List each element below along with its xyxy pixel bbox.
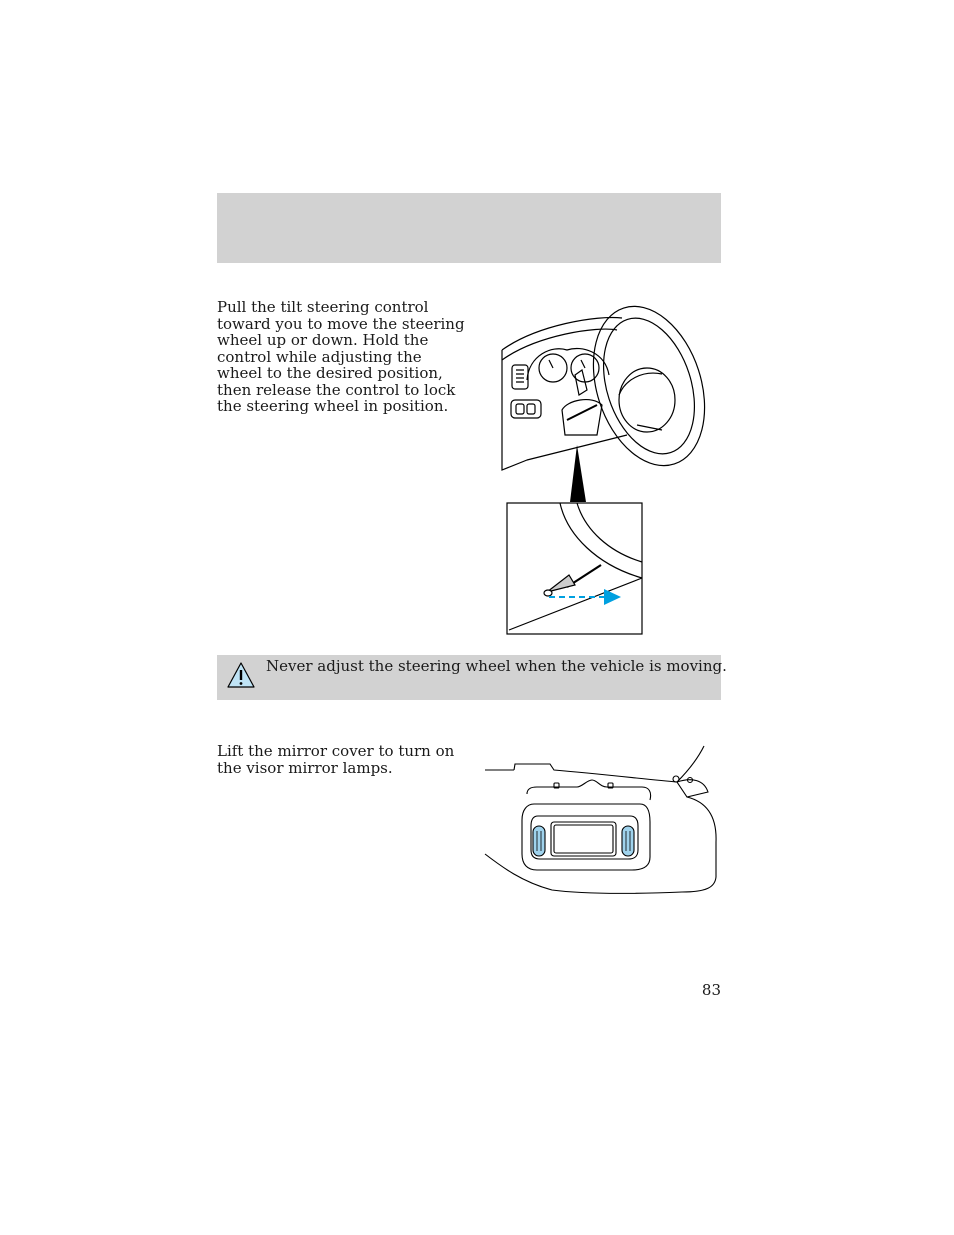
steering-wheel-hub [619, 368, 675, 432]
page-number: 83 [701, 981, 721, 999]
visor-mirror-illustration [482, 742, 722, 898]
mirror-lamp-right [622, 826, 634, 856]
steering-wheel-outer [574, 300, 712, 480]
tilt-lever [567, 405, 597, 420]
callout-pointer [570, 445, 586, 502]
warning-text: Never adjust the steering wheel when the vehicle is moving. [266, 657, 727, 675]
detail-box [507, 503, 642, 634]
section-header-band [217, 193, 721, 263]
mirror-cover-edge [527, 780, 651, 800]
warning-triangle-icon [226, 661, 256, 689]
visor-body [485, 797, 716, 893]
visor-mount [677, 746, 704, 782]
tilt-steering-illustration [497, 300, 712, 640]
warning-box [217, 655, 727, 700]
instrument-cluster [527, 348, 609, 382]
visor-mirror-paragraph: Lift the mirror cover to turn on the visor mirror lamps. [217, 742, 455, 777]
light-switch [511, 365, 541, 418]
tilt-steering-paragraph: Pull the tilt steering control toward you to move the steering wheel up or down. Hold the control while adjusting the wheel to the desired position, then release the control to lock the steering wheel in position. [217, 298, 465, 415]
vanity-mirror [551, 822, 616, 856]
mirror-lamp-left [533, 826, 545, 856]
